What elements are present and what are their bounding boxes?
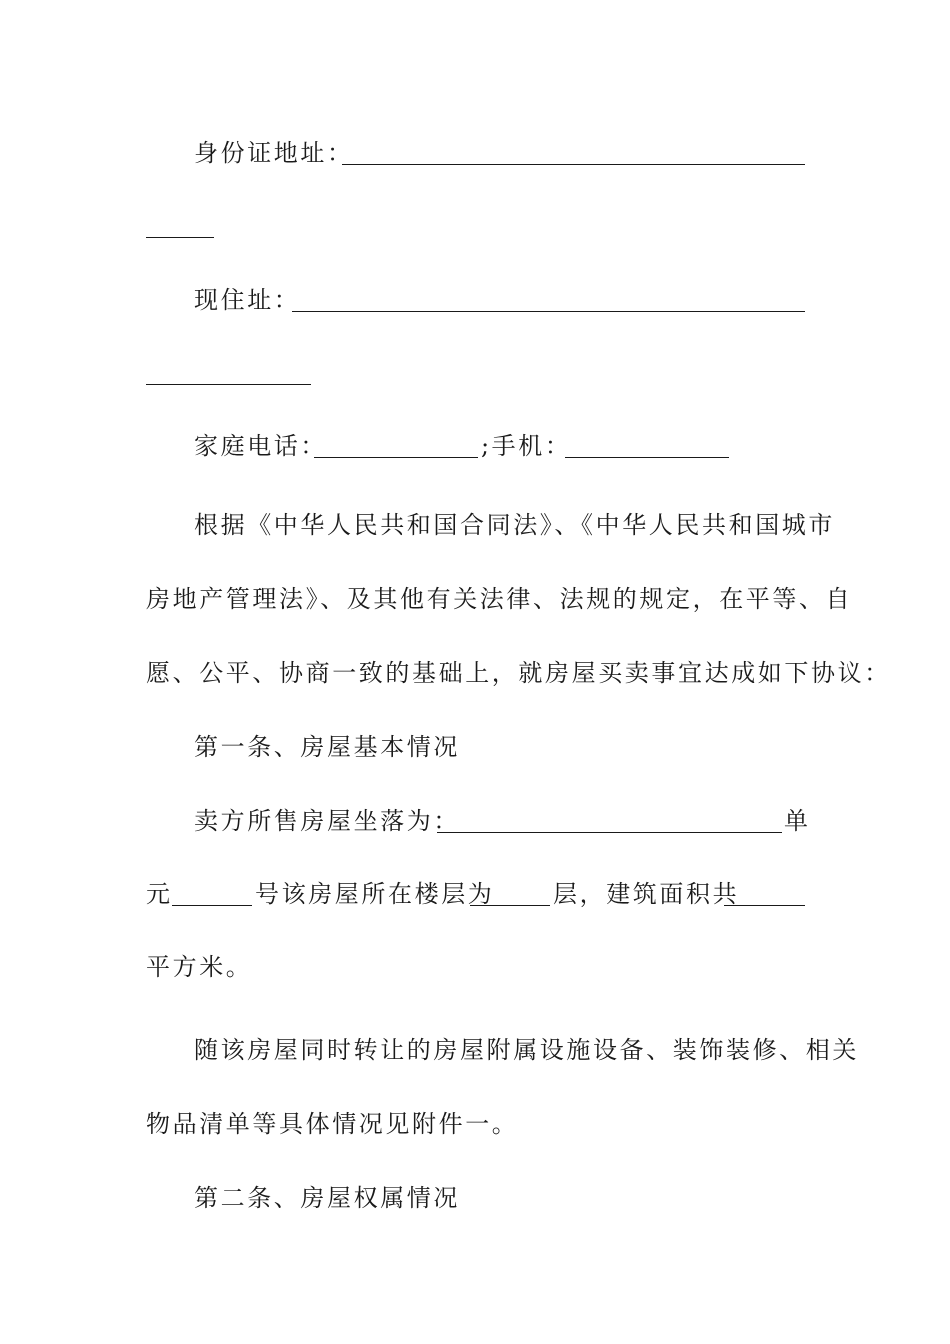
floor-blank[interactable]	[470, 905, 550, 906]
phone-line	[0, 426, 950, 466]
attached-line-2	[0, 1104, 950, 1144]
square-meters-line	[0, 947, 950, 987]
legal-basis-text-3: 愿、公平、协商一致的基础上，就房屋买卖事宜达成如下协议：	[146, 659, 891, 687]
location-line	[0, 801, 950, 841]
unit-char-2: 元	[146, 880, 173, 908]
location-blank[interactable]	[437, 832, 782, 833]
legal-basis-line-1	[0, 505, 950, 545]
current-address-blank-cont[interactable]	[146, 384, 311, 385]
attached-text-2: 物品清单等具体情况见附件一。	[146, 1110, 519, 1138]
home-phone-blank[interactable]	[314, 457, 478, 458]
mobile-blank[interactable]	[565, 457, 729, 458]
legal-basis-text-2: 房地产管理法》、及其他有关法律、法规的规定，在平等、自	[146, 585, 853, 613]
square-meters-text: 平方米。	[146, 953, 253, 981]
unit-char: 单	[784, 807, 811, 835]
attached-line-1	[0, 1030, 950, 1070]
home-phone-label: 家庭电话：	[194, 432, 327, 460]
floor-area-text: 层，建筑面积共	[553, 880, 740, 908]
id-address-label: 身份证地址：	[194, 139, 354, 167]
id-address-blank[interactable]	[342, 164, 805, 165]
current-address-blank[interactable]	[292, 311, 805, 312]
number-floor-text: 号该房屋所在楼层为	[255, 880, 495, 908]
id-address-line	[0, 133, 950, 173]
current-address-line	[0, 280, 950, 320]
article1-heading-line	[0, 727, 950, 767]
legal-basis-line-2	[0, 579, 950, 619]
unit-number-blank[interactable]	[172, 905, 252, 906]
current-address-line-cont	[0, 353, 950, 393]
unit-floor-line	[0, 874, 950, 914]
id-address-blank-cont[interactable]	[146, 237, 214, 238]
attached-text-1: 随该房屋同时转让的房屋附属设施设备、装饰装修、相关	[194, 1036, 859, 1064]
location-label: 卖方所售房屋坐落为：	[194, 807, 460, 835]
legal-basis-line-3	[0, 653, 950, 693]
current-address-label: 现住址：	[194, 286, 301, 314]
mobile-label: ;手机：	[481, 432, 572, 460]
article1-heading: 第一条、房屋基本情况	[194, 733, 460, 761]
id-address-line-cont	[0, 206, 950, 246]
area-blank[interactable]	[724, 905, 805, 906]
article2-heading: 第二条、房屋权属情况	[194, 1184, 460, 1212]
article2-heading-line	[0, 1178, 950, 1218]
legal-basis-text-1: 根据《中华人民共和国合同法》、《中华人民共和国城市	[194, 511, 835, 539]
